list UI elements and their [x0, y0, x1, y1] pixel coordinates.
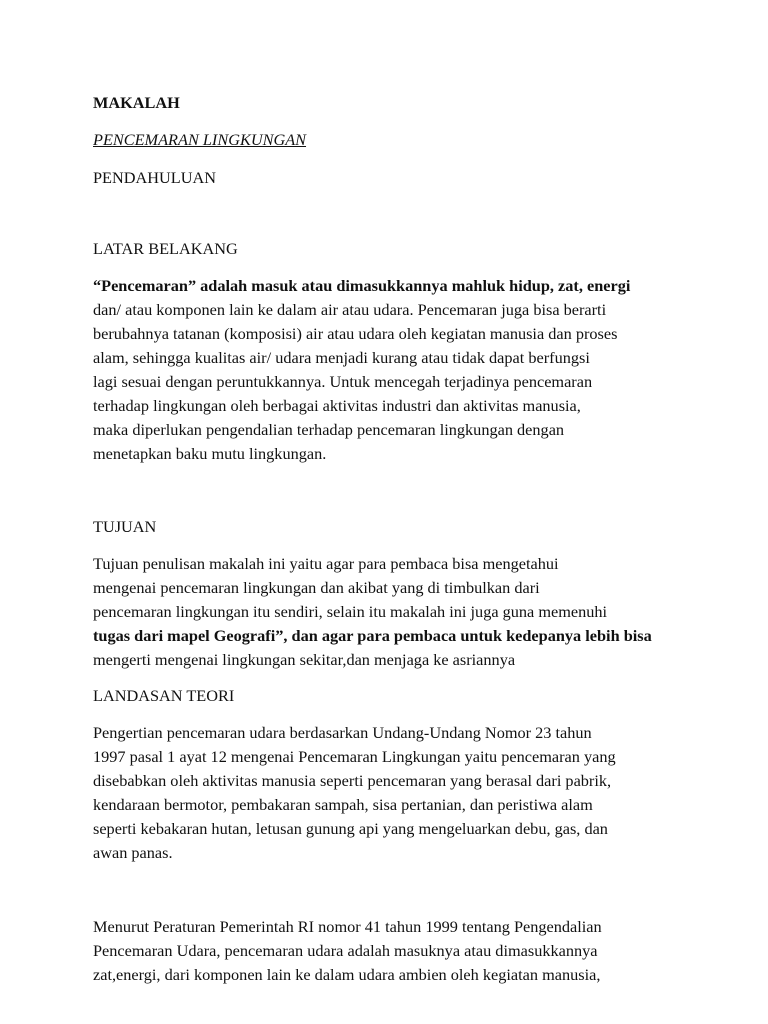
- paragraph-line: tugas dari mapel Geografi”, dan agar para pembaca untuk kedepanya lebih bisa: [93, 626, 652, 645]
- paragraph-line: alam, sehingga kualitas air/ udara menjadi kurang atau tidak dapat berfungsi: [93, 348, 590, 367]
- paragraph-line: “Pencemaran” adalah masuk atau dimasukkannya mahluk hidup, zat, energi: [93, 276, 631, 295]
- section-heading-landasan-teori: LANDASAN TEORI: [93, 686, 235, 705]
- paragraph-line: menetapkan baku mutu lingkungan.: [93, 444, 327, 463]
- section-heading-latar-belakang: LATAR BELAKANG: [93, 239, 238, 258]
- paragraph-line: mengerti mengenai lingkungan sekitar,dan menjaga ke asriannya: [93, 650, 516, 669]
- paragraph-line: Menurut Peraturan Pemerintah RI nomor 41 tahun 1999 tentang Pengendalian: [93, 917, 602, 936]
- paragraph-line: seperti kebakaran hutan, letusan gunung api yang mengeluarkan debu, gas, dan: [93, 819, 608, 838]
- paragraph-line: berubahnya tatanan (komposisi) air atau udara oleh kegiatan manusia dan proses: [93, 324, 618, 343]
- paragraph-line: dan/ atau komponen lain ke dalam air atau udara. Pencemaran juga bisa berarti: [93, 300, 607, 319]
- paragraph-line: Pencemaran Udara, pencemaran udara adalah masuknya atau dimasukkannya: [93, 941, 598, 960]
- paragraph-line: terhadap lingkungan oleh berbagai aktivitas industri dan aktivitas manusia,: [93, 396, 581, 415]
- section-heading-tujuan: TUJUAN: [93, 517, 157, 536]
- section-heading-pendahuluan: PENDAHULUAN: [93, 168, 217, 187]
- paragraph-line: lagi sesuai dengan peruntukkannya. Untuk mencegah terjadinya pencemaran: [93, 372, 593, 391]
- paragraph-line: kendaraan bermotor, pembakaran sampah, sisa pertanian, dan peristiwa alam: [93, 795, 593, 814]
- document-subtitle: PENCEMARAN LINGKUNGAN: [93, 130, 307, 149]
- paragraph-line: pencemaran lingkungan itu sendiri, selain itu makalah ini juga guna memenuhi: [93, 602, 608, 621]
- paragraph-line: disebabkan oleh aktivitas manusia seperti pencemaran yang berasal dari pabrik,: [93, 771, 612, 790]
- paragraph-line: mengenai pencemaran lingkungan dan akibat yang di timbulkan dari: [93, 578, 540, 597]
- paragraph-line: awan panas.: [93, 843, 173, 862]
- paragraph-line: 1997 pasal 1 ayat 12 mengenai Pencemaran Lingkungan yaitu pencemaran yang: [93, 747, 616, 766]
- paragraph-line: Pengertian pencemaran udara berdasarkan Undang-Undang Nomor 23 tahun: [93, 723, 592, 742]
- paragraph-line: maka diperlukan pengendalian terhadap pencemaran lingkungan dengan: [93, 420, 565, 439]
- paragraph-line: Tujuan penulisan makalah ini yaitu agar para pembaca bisa mengetahui: [93, 554, 559, 573]
- document-title: MAKALAH: [93, 93, 180, 112]
- paragraph-line: zat,energi, dari komponen lain ke dalam udara ambien oleh kegiatan manusia,: [93, 965, 601, 984]
